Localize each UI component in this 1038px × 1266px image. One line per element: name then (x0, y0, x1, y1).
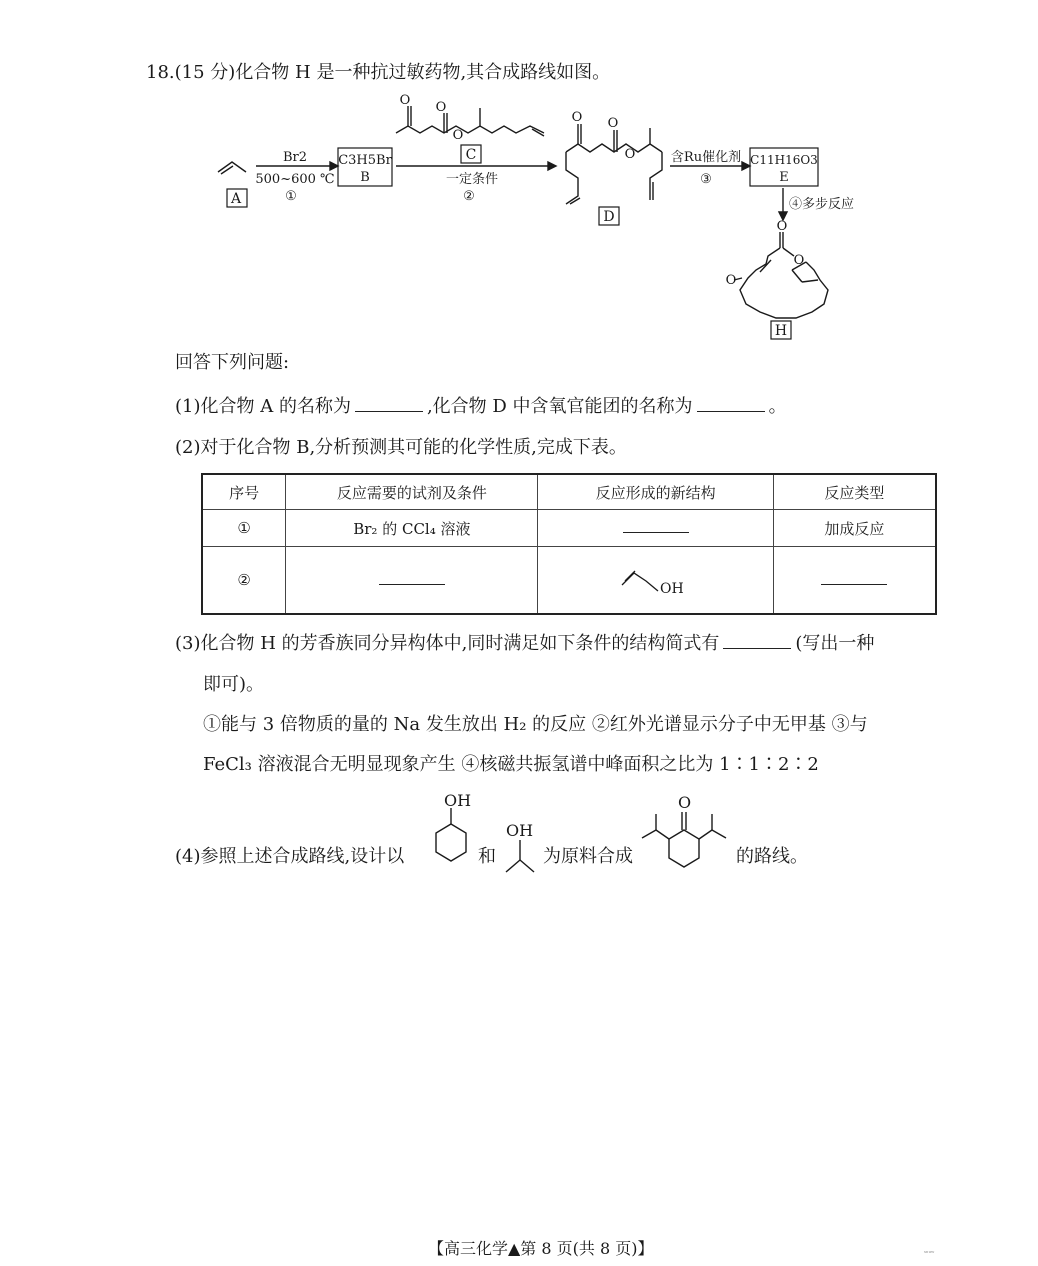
synthesis-scheme (0, 0, 1038, 360)
q1-line (175, 392, 787, 418)
D-atom-O2: O (607, 116, 619, 131)
question-points: (15 分) (174, 62, 236, 83)
q4-prefix: (4)参照上述合成路线,设计以 (175, 846, 405, 867)
cyclohexanol-OH: OH (444, 791, 472, 810)
row1-structure-blank[interactable] (623, 520, 689, 533)
isopropanol-structure (498, 818, 542, 884)
label-A: A (230, 191, 242, 207)
label-E: E (779, 170, 789, 185)
q4-middle: 为原料合成 (543, 846, 633, 867)
row2-reagent-cell (286, 547, 538, 615)
table-header: 反应形成的新结构 (538, 474, 773, 510)
q1-part-a: (1)化合物 A 的名称为 (175, 396, 351, 417)
target-ketone-structure (636, 790, 732, 882)
row1-structure-cell (538, 510, 773, 547)
step1-condition: 500~600 ℃ (255, 172, 335, 187)
table-header: 反应类型 (773, 474, 936, 510)
q1-blank-2[interactable] (697, 397, 765, 412)
q3-line1-tail: (写出一种 (795, 633, 875, 654)
row2-struct-OH: OH (659, 581, 684, 597)
label-H: H (774, 323, 788, 339)
target-ketone-O: O (678, 793, 692, 812)
H-atom-O2: O (793, 253, 805, 268)
row2-type-blank[interactable] (821, 572, 887, 585)
row1-type: 加成反应 (773, 510, 936, 547)
q2-text: (2)对于化合物 B,分析预测其可能的化学性质,完成下表。 (175, 437, 627, 458)
q4-and: 和 (478, 846, 496, 867)
step3-number: ③ (700, 172, 712, 187)
B-formula: C3H5Br (338, 153, 392, 168)
H-atom-O3: O (725, 273, 737, 288)
row2-structure-cell (538, 547, 773, 615)
q4-suffix: 的路线。 (736, 846, 808, 867)
table-row (202, 510, 936, 547)
q3-line2: 即可)。 (203, 674, 265, 695)
q1-blank-1[interactable] (355, 397, 423, 412)
allyl-alcohol-structure (616, 559, 696, 597)
row1-no: ① (202, 510, 286, 547)
label-B: B (360, 170, 370, 185)
question-number: 18. (146, 62, 175, 83)
C-atom-O3: O (452, 128, 464, 143)
q3-condition-line1: ①能与 3 倍物质的量的 Na 发生放出 H₂ 的反应 ②红外光谱显示分子中无甲基 ③与 (203, 714, 868, 735)
step3-reagent: 含Ru催化剂 (670, 150, 742, 165)
q3-blank[interactable] (723, 634, 791, 649)
table-header: 序号 (202, 474, 286, 510)
q1-part-b: ,化合物 D 中含氧官能团的名称为 (426, 396, 693, 417)
answer-intro: 回答下列问题: (175, 352, 290, 373)
C-atom-O2: O (435, 100, 447, 115)
table-row (202, 547, 936, 615)
row2-type-cell (773, 547, 936, 615)
step1-reagent: Br2 (282, 150, 308, 165)
C-atom-O1: O (399, 93, 411, 108)
row1-reagent: Br₂ 的 CCl₄ 溶液 (286, 510, 538, 547)
row2-no: ② (202, 547, 286, 615)
properties-table (201, 473, 937, 615)
row2-reagent-blank[interactable] (379, 572, 445, 585)
cyclohexanol-structure (428, 790, 474, 882)
H-atom-O1: O (776, 219, 788, 234)
step2-number: ② (463, 189, 475, 204)
q1-part-c: 。 (768, 396, 787, 417)
step2-condition: 一定条件 (445, 172, 499, 187)
q3-condition-line2: FeCl₃ 溶液混合无明显现象产生 ④核磁共振氢谱中峰面积之比为 1∶1∶2∶2 (203, 754, 819, 775)
question-stem: 化合物 H 是一种抗过敏药物,其合成路线如图。 (235, 62, 611, 83)
corner-mark: ˢⁿᵘʷ (924, 1250, 935, 1257)
page-footer: 【高三化学▲第 8 页(共 8 页)】 (428, 1239, 654, 1258)
step1-number: ① (285, 189, 297, 204)
D-atom-O1: O (571, 110, 583, 125)
q3-line1 (175, 629, 874, 655)
label-C: C (465, 147, 477, 163)
step4-label: ④多步反应 (789, 197, 855, 212)
D-atom-O3: O (624, 147, 636, 162)
E-formula: C11H16O3 (750, 153, 818, 167)
label-D: D (603, 209, 615, 225)
isopropanol-OH: OH (506, 821, 534, 840)
table-header: 反应需要的试剂及条件 (286, 474, 538, 510)
q3-line1-text: (3)化合物 H 的芳香族同分异构体中,同时满足如下条件的结构简式有 (175, 633, 720, 654)
